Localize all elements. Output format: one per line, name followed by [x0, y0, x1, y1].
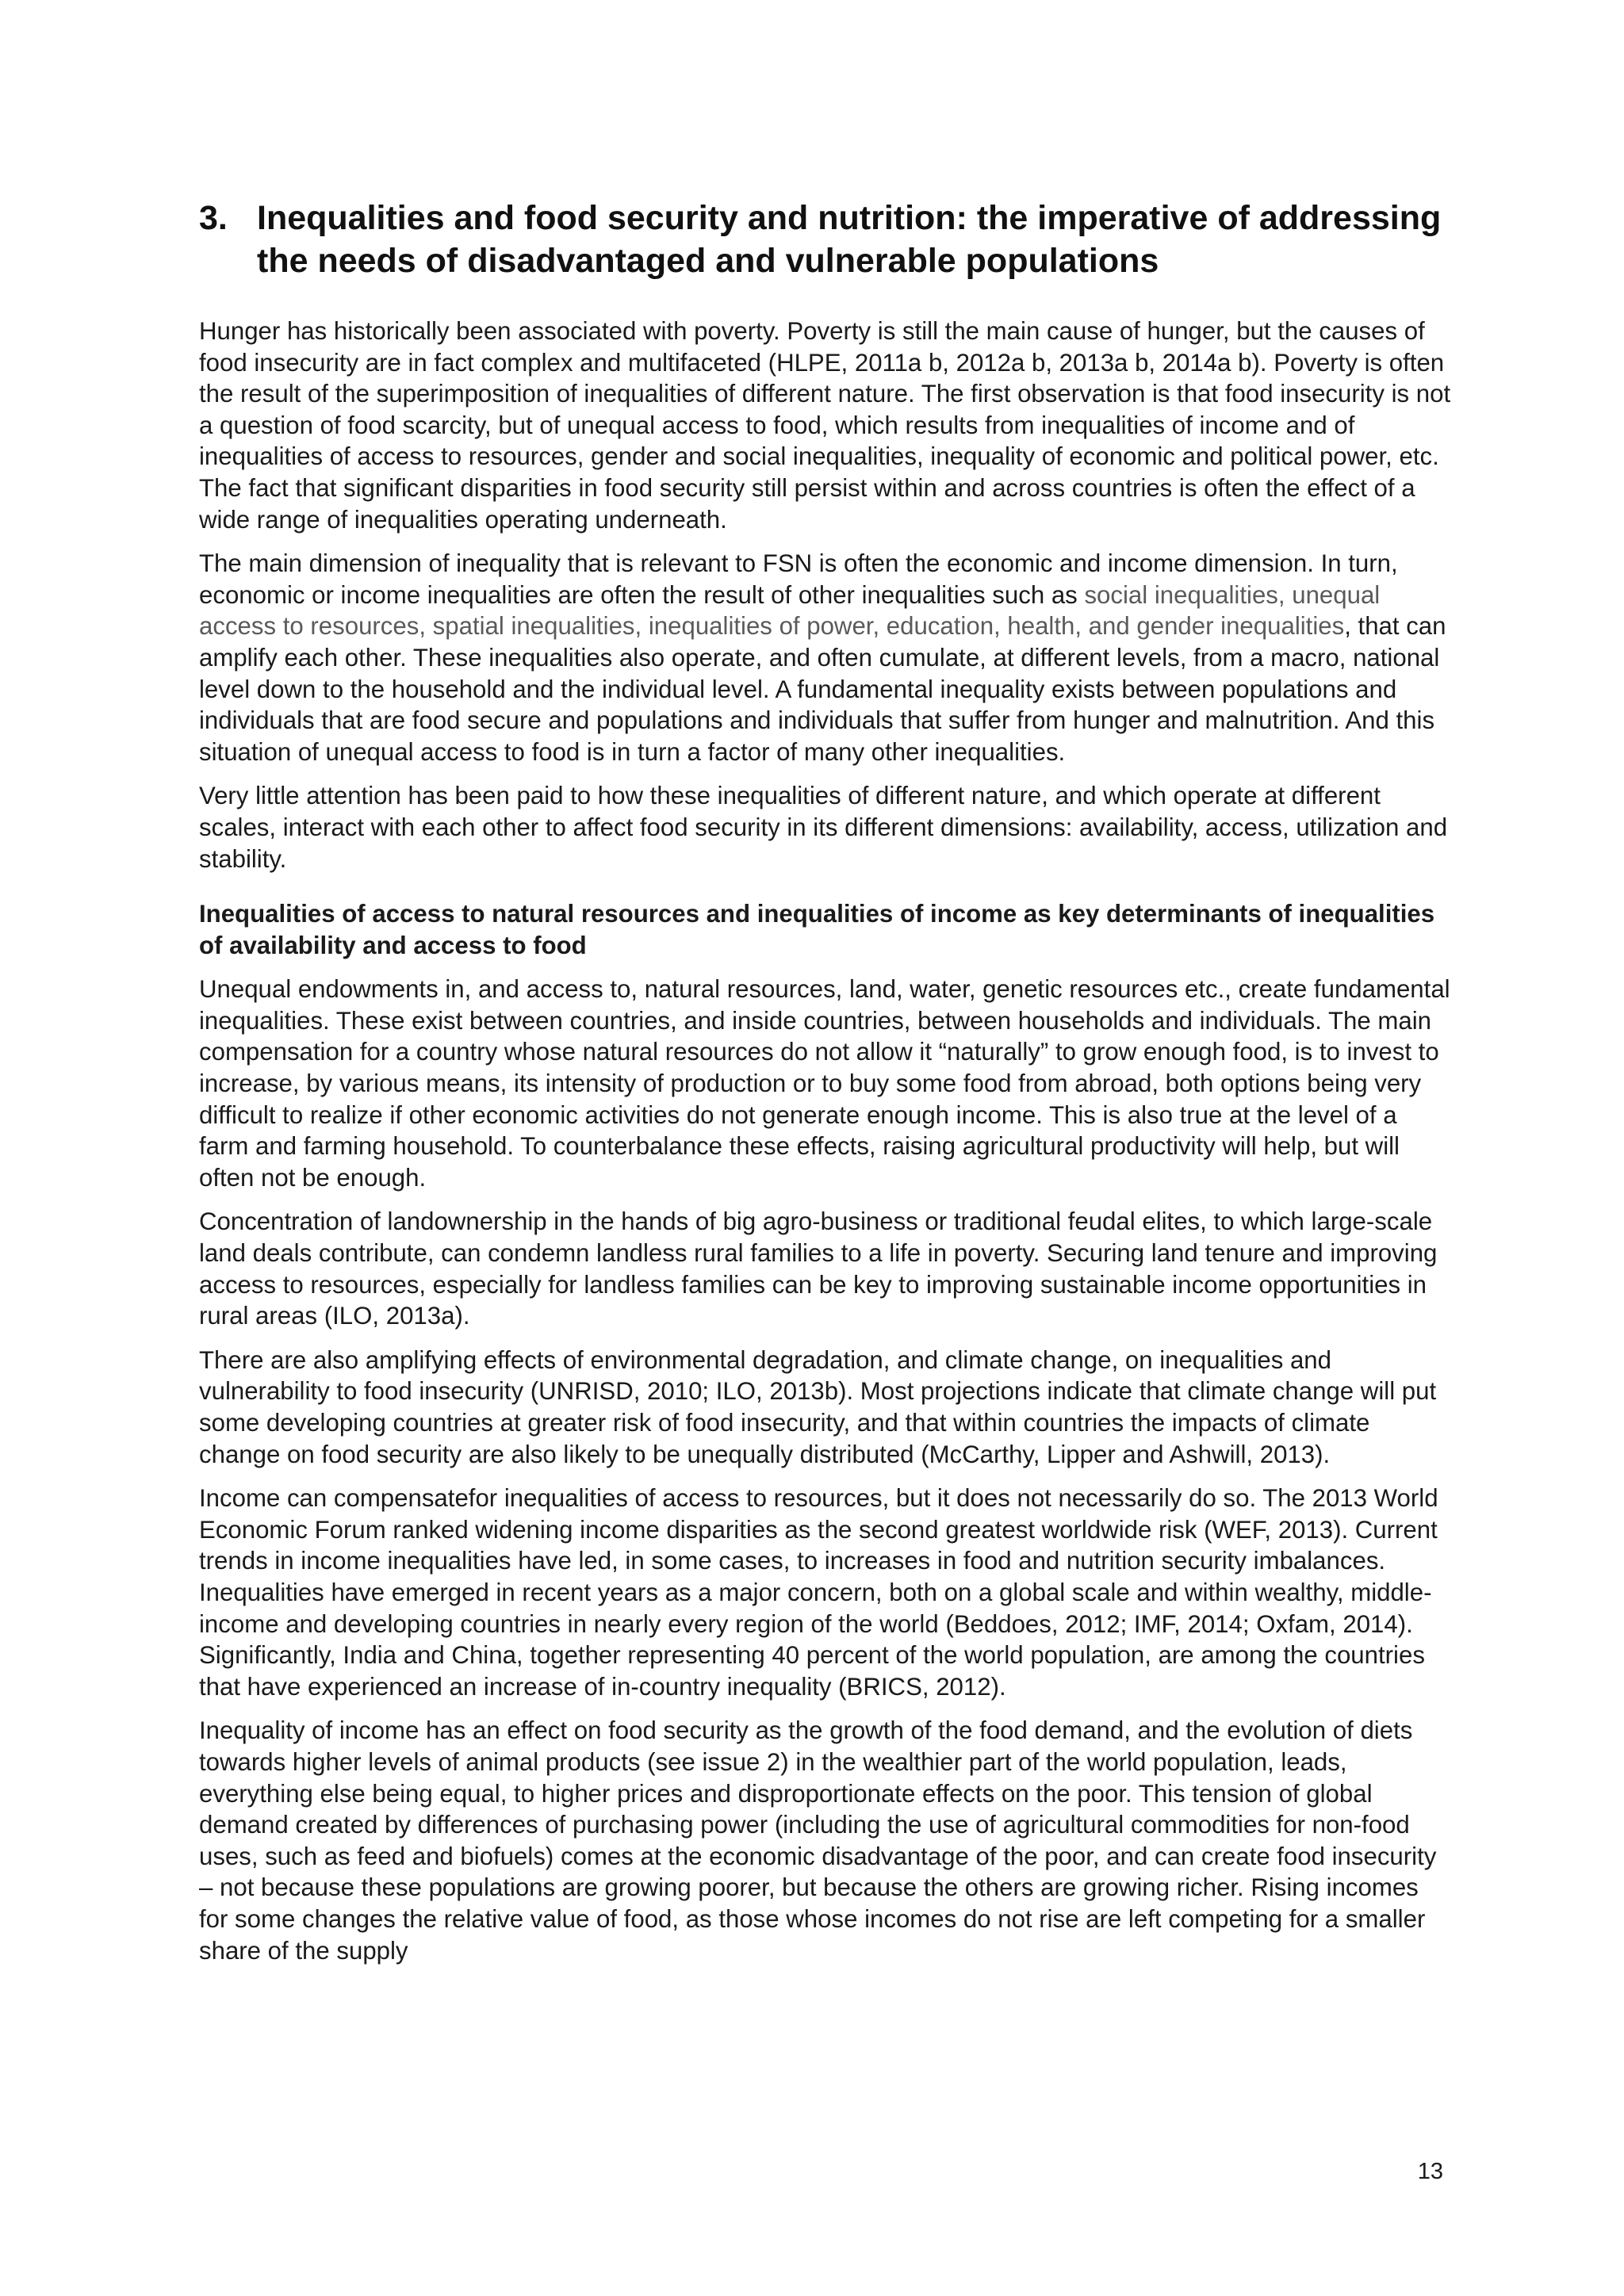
paragraph-8: Inequality of income has an effect on food security as the growth of the food demand, and the evolution of diets towards higher levels of animal products (see issue 2) in the wealthier part of the world population, leads, everything else being equal, to higher prices and disproportionate effects on the poor. This tension of global demand created by differences of purchasing power (including the use of agricultural commodities for non-food uses, such as feed and biofuels) comes at the economic disadvantage of the poor, and can create food insecurity – not because these populations are growing poorer, but because the others are growing richer. Rising incomes for some changes the relative value of food, as those whose incomes do not rise are left competing for a smaller share of the supply: [199, 1716, 1437, 1965]
paragraph-2-part-a: The main dimension of inequality that is relevant to FSN is often the economic and income dimension. In turn, economic or income inequalities are often the result of other inequalities such as: [199, 549, 1398, 609]
paragraph-2: [199, 548, 1452, 767]
paragraph-1: Hunger has historically been associated with poverty. Poverty is still the main cause of hunger, but the causes of food insecurity are in fact complex and multifaceted (HLPE, 2011a b, 2012a b, 2013a b, 2014a b). Poverty is often the result of the superimposition of inequalities of different nature. The first observation is that food insecurity is not a question of food scarcity, but of unequal access to food, which results from inequalities of income and of inequalities of access to resources, gender and social inequalities, inequality of economic and political power, etc. The fact that significant disparities in food security still persist within and across countries is often the effect of a wide range of inequalities operating underneath.: [199, 317, 1451, 534]
subsection-heading: Inequalities of access to natural resources and inequalities of income as key determinants of inequalities of availability and access to food: [199, 900, 1435, 959]
paragraph-3: Very little attention has been paid to how these inequalities of different nature, and which operate at different scales, interact with each other to affect food security in its different dimensions: availability, access, utilization and stability.: [199, 782, 1448, 873]
section-title: Inequalities and food security and nutrition: the imperative of addressing the needs of disadvantaged and vulnerable populations: [257, 199, 1442, 280]
paragraph-5: Concentration of landownership in the hands of big agro-business or traditional feudal elites, to which large-scale land deals contribute, can condemn landless rural families to a life in poverty. Securing land tenure and improving access to resources, especially for landless families can be key to improving sustainable income opportunities in rural areas (ILO, 2013a).: [199, 1207, 1438, 1330]
page-number: 13: [1417, 2159, 1443, 2184]
paragraph-6: There are also amplifying effects of environmental degradation, and climate change, on inequalities and vulnerability to food insecurity (UNRISD, 2010; ILO, 2013b). Most projections indicate that climate change will put some developing countries at greater risk of food insecurity, and that within countries the impacts of climate change on food security are also likely to be unequally distributed (McCarthy, Lipper and Ashwill, 2013).: [199, 1345, 1437, 1468]
paragraph-4: Unequal endowments in, and access to, natural resources, land, water, genetic resources etc., create fundamental inequalities. These exist between countries, and inside countries, between households and individuals. The main compensation for a country whose natural resources do not allow it “naturally” to grow enough food, is to invest to increase, by various means, its intensity of production or to buy some food from abroad, both options being very difficult to realize if other economic activities do not generate enough income. This is also true at the level of a farm and farming household. To counterbalance these effects, raising agricultural productivity will help, but will often not be enough.: [199, 975, 1450, 1192]
document-page: [199, 197, 1452, 1979]
section-number: 3.: [199, 199, 228, 237]
paragraph-2-grey-text: social inequalities, unequal access to resources, spatial inequalities, inequalities of power, education, health, and gender inequalities: [199, 580, 1381, 641]
paragraph-2-part-b: , that can amplify each other. These inequalities also operate, and often cumulate, at different levels, from a macro, national level down to the household and the individual level. A fundamental inequality exists between populations and individuals that are food secure and populations and individuals that suffer from hunger and malnutrition. And this situation of unequal access to food is in turn a factor of many other inequalities.: [199, 612, 1446, 766]
section-heading: [199, 197, 1452, 282]
paragraph-7: Income can compensatefor inequalities of access to resources, but it does not necessarily do so. The 2013 World Economic Forum ranked widening income disparities as the second greatest worldwide risk (WEF, 2013). Current trends in income inequalities have led, in some cases, to increases in food and nutrition security imbalances. Inequalities have emerged in recent years as a major concern, both on a global scale and within wealthy, middle-income and developing countries in nearly every region of the world (Beddoes, 2012; IMF, 2014; Oxfam, 2014). Significantly, India and China, together representing 40 percent of the world population, are among the countries that have experienced an increase of in-country inequality (BRICS, 2012).: [199, 1484, 1438, 1701]
